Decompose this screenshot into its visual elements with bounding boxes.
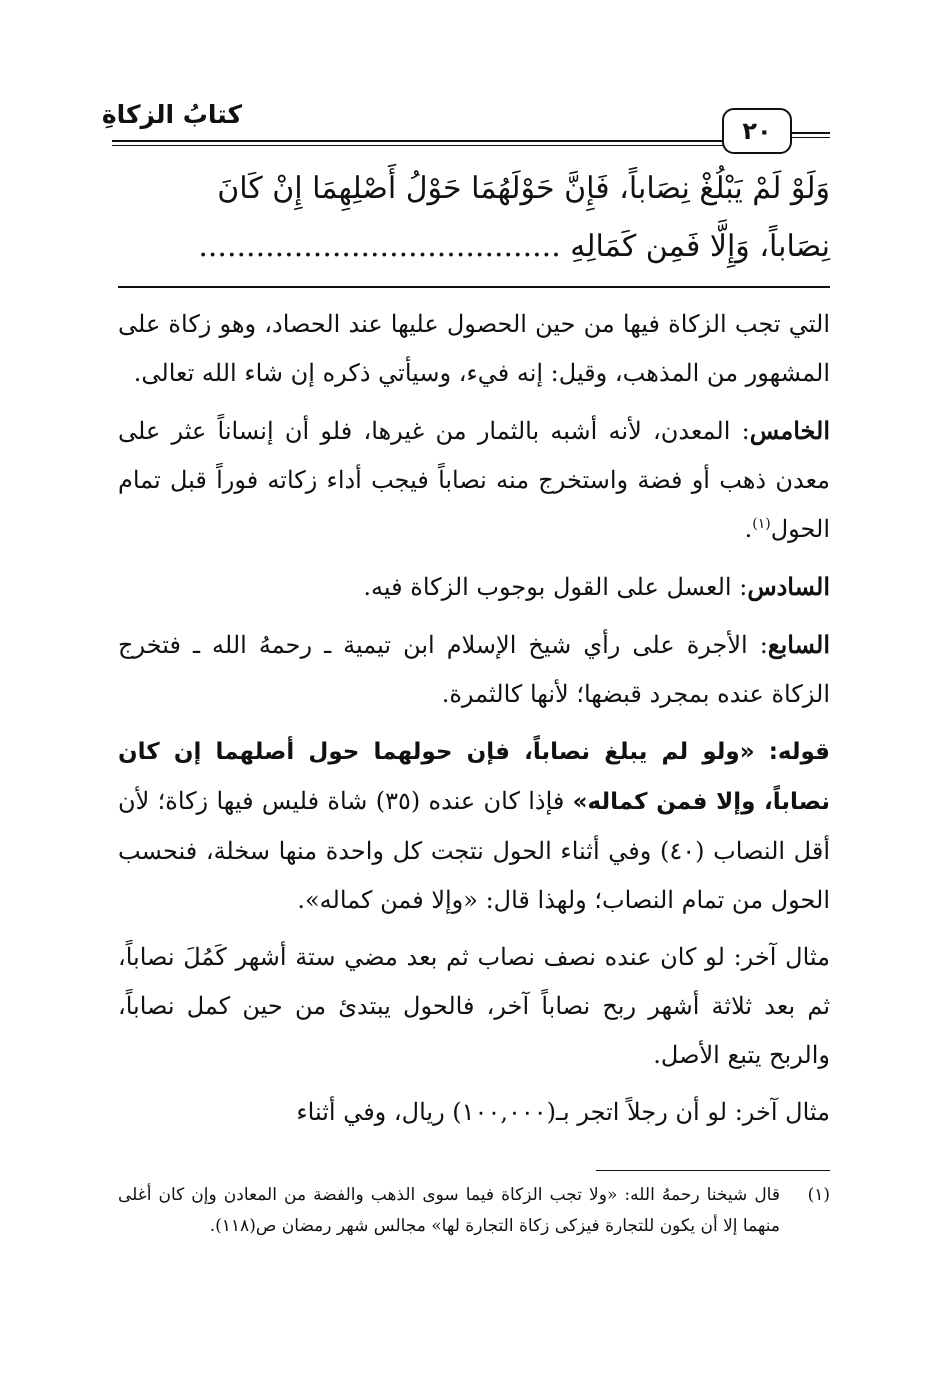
header-rule-right (792, 132, 830, 138)
paragraph-6: مثال آخر: لو كان عنده نصف نصاب ثم بعد مضي ستة أشهر كَمُلَ نصاباً، ثم بعد ثلاثة أشهر ربح نصاباً آخر، فالحول يبتدئ من حين كمل نصاباً، والربح يتبع الأصل. (118, 943, 830, 1069)
paragraph-5-text: فإذا كان عنده (٣٥) شاة فليس فيها زكاة؛ لأن أقل النصاب (٤٠) وفي أثناء الحول نتجت كل واحدة منها سخلة، فنحسب الحول من تمام النصاب؛ ولهذا قال: «وإلا فمن كماله». (118, 787, 831, 914)
paragraph-4 (118, 620, 830, 719)
paragraph-2-text: : المعدن، لأنه أشبه بالثمار من غيرها، فلو أن إنساناً عثر على معدن ذهب أو فضة واستخرج منه نصاباً فيجب أداء زكاته فوراً قبل تمام الحول (118, 417, 830, 543)
matn-line-1: وَلَوْ لَمْ يَبْلُغْ نِصَاباً، فَإِنَّ حَوْلَهُمَا حَوْلُ أَصْلِهِمَا إِنْ كَانَ (217, 171, 830, 206)
matn-separator (118, 286, 830, 288)
paragraph-4-text: : الأجرة على رأي شيخ الإسلام ابن تيمية ـ رحمهُ الله ـ فتخرج الزكاة عنده بمجرد قبضها؛ لأنها كالثمرة. (118, 631, 830, 708)
paragraph-4-label: السابع (767, 630, 830, 659)
paragraph-2-label: الخامس (749, 416, 830, 445)
paragraph-3-text: : العسل على القول بوجوب الزكاة فيه. (363, 573, 748, 601)
matn-text (118, 160, 830, 276)
book-title: كتابُ الزكاةِ (101, 100, 242, 129)
paragraph-7: مثال آخر: لو أن رجلاً اتجر بـ(١٠٠,٠٠٠) ريال، وفي أثناء (296, 1098, 830, 1126)
matn-line-2: نِصَاباً، وَإِلَّا فَمِن كَمَالِهِ ...................................... (198, 229, 830, 264)
footnote-number: (١) (807, 1185, 830, 1205)
footnote-separator (596, 1170, 830, 1171)
commentary-body (118, 300, 830, 1145)
paragraph-2 (118, 406, 830, 554)
paragraph-3 (118, 562, 830, 612)
footnote-text: قال شيخنا رحمهُ الله: «ولا تجب الزكاة فيما سوى الذهب والفضة من المعادن وإن كان أغلى منهما إلا أن يكون للتجارة فيزكى زكاة التجارة لها» مجالس شهر رمضان ص(١١٨). (118, 1185, 780, 1236)
paragraph-3-label: السادس (747, 572, 830, 601)
page-number: ٢٠ (722, 108, 792, 154)
paragraph-1: التي تجب الزكاة فيها من حين الحصول عليها عند الحصاد، وهو زكاة على المشهور من المذهب، وقيل: إنه فيء، وسيأتي ذكره إن شاء الله تعالى. (118, 310, 830, 387)
header-rule (112, 140, 746, 146)
paragraph-5-quote: قوله: «ولو لم يبلغ نصاباً، فإن حولهما حول أصلهما إن كان نصاباً، وإلا فمن كماله» (118, 739, 830, 815)
paragraph-5 (118, 727, 830, 925)
paragraph-2-end: . (744, 515, 753, 543)
footnote-ref[interactable]: (١) (752, 516, 771, 532)
footnote (118, 1180, 830, 1242)
